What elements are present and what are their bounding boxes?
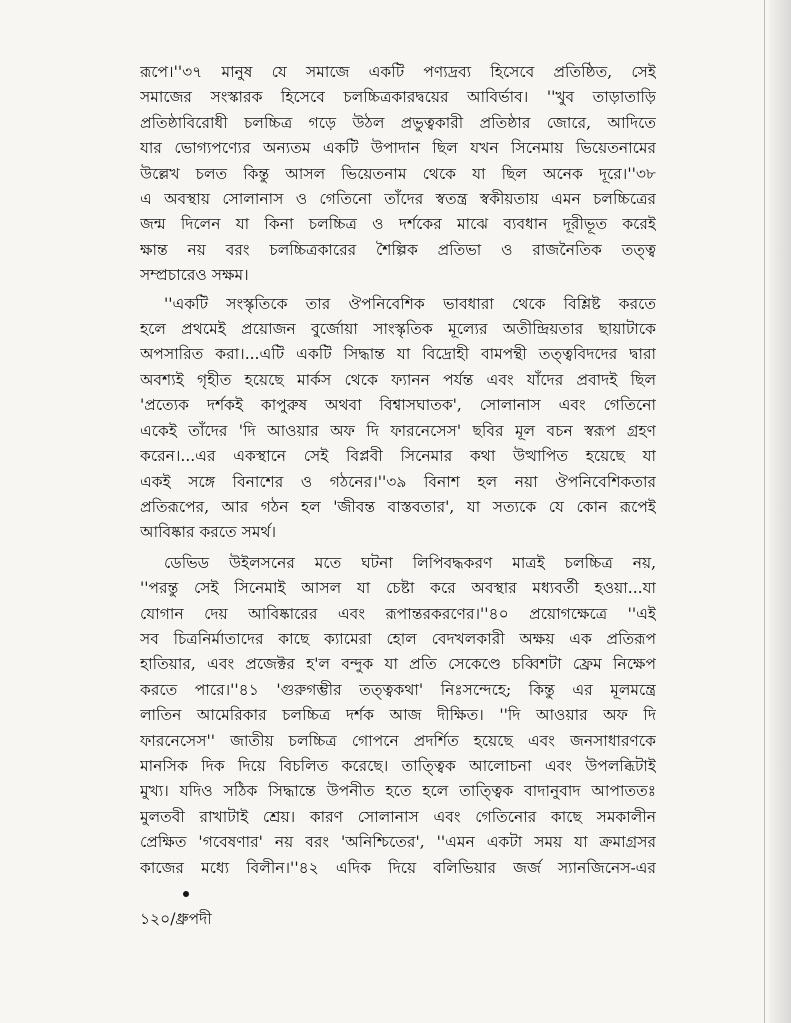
text-line: এ অবস্থায় সোলানাস ও গেতিনো তাঁদের স্বতন্ত্র স্বকীয়তায় এমন চলচ্চিত্রের: [140, 190, 656, 209]
text-line: অবশ্যই গৃহীত হয়েছে মার্কস থেকে ফ্যানন পর্যন্ত এবং যাঁদের প্রবাদই ছিল: [140, 370, 656, 389]
text-line: ক্ষান্ত নয় বরং চলচ্চিত্রকারের শৈল্পিক প্রতিভা ও রাজনৈতিক তত্ত্ব: [140, 240, 656, 259]
text-line: রূপে।''৩৭ মানুষ যে সমাজে একটি পণ্যদ্রব্য হিসেবে প্রতিষ্ঠিত, সেই: [140, 63, 656, 81]
text-line: প্রতিষ্ঠাবিরোধী চলচ্চিত্র গড়ে উঠল প্রভুত্বকারী প্রতিষ্ঠার জোরে, আদিতে: [140, 113, 656, 132]
page-edge-shadow: [769, 0, 791, 1023]
text-line: কাজের মধ্যে বিলীন।''৪২ এদিক দিয়ে বলিভিয়ার জর্জ স্যানজিনেস-এর: [140, 858, 656, 877]
paragraph-2: [140, 292, 656, 546]
text-line: অপসারিত করা।...এটি একটি সিদ্ধান্ত যা বিদ্রোহী বামপন্থী তত্ত্ববিদদের দ্বারা: [140, 345, 656, 364]
body-text: [140, 60, 656, 881]
text-line: একেই তাঁদের 'দি আওয়ার অফ দি ফারনেসেস' ছবির মূল বচন স্বরূপ গ্রহণ: [140, 421, 656, 440]
text-line: যার ভোগ্যপণ্যের অন্যতম একটি উপাদান ছিল যখন সিনেমায় ভিয়েতনামের: [140, 139, 656, 158]
text-line: যোগান দেয় আবিষ্কারের এবং রূপান্তরকরণের।''৪০ প্রয়োগক্ষেত্রে ''এই: [140, 604, 656, 623]
text-line: মুলতবী রাখাটাই শ্রেয়। কারণ সোলানাস এবং গেতিনোর কাছে সমকালীন: [140, 807, 656, 826]
text-line: করতে পারে।''৪১ 'গুরুগম্ভীর তত্ত্বকথা' নিঃসন্দেহে; কিন্তু এর মূলমন্ত্রে: [140, 680, 656, 699]
paragraph-1: [140, 60, 656, 289]
text-line: একই সঙ্গে বিনাশের ও গঠনের।''৩৯ বিনাশ হল নয়া ঔপনিবেশিকতার: [140, 472, 656, 491]
text-line: হলে প্রথমেই প্রয়োজন বুর্জোয়া সাংস্কৃতিক মূল্যের অতীন্দ্রিয়তার ছায়াটাকে: [140, 320, 656, 339]
paragraph-3: [140, 551, 656, 881]
text-line: উল্লেখ চলত কিন্তু আসল ভিয়েতনাম থেকে যা ছিল অনেক দূরে।''৩৮: [140, 164, 656, 183]
text-line: লাতিন আমেরিকার চলচ্চিত্র দর্শক আজ দীক্ষিত। ''দি আওয়ার অফ দি: [140, 706, 656, 725]
text-line: প্রেক্ষিত 'গবেষণার' নয় বরং 'অনিশ্চিতের', ''এমন একটা সময় যা ক্রমাগ্রসর: [140, 833, 656, 852]
text-line-last: আবিষ্কার করতে সমর্থ।: [140, 523, 277, 542]
text-line: করেন।...এর একস্থানে সেই বিপ্লবী সিনেমার কথা উত্থাপিত হয়েছে যা: [140, 447, 656, 466]
text-line: হাতিয়ার, এবং প্রজেক্টর হ'ল বন্দুক যা প্রতি সেকেণ্ডে চব্বিশটা ফ্রেম নিক্ষেপ: [140, 655, 656, 674]
text-line: মানসিক দিক দিয়ে বিচলিত করেছে। তাত্ত্বিক আলোচনা এবং উপলব্ধিটাই: [140, 756, 656, 775]
text-line: সব চিত্রনির্মাতাদের কাছে ক্যামেরা হোল বেদখলকারী অক্ষয় এক প্রতিরূপ: [140, 629, 656, 648]
text-line: জন্ম দিলেন যা কিনা চলচ্চিত্র ও দর্শকের মাঝে ব্যবধান দূরীভূত করেই: [140, 215, 656, 234]
text-line: ফারনেসেস'' জাতীয় চলচ্চিত্র গোপনে প্রদর্শিত হয়েছে এবং জনসাধারণকে: [140, 731, 656, 750]
text-line: সমাজের সংস্কারক হিসেবে চলচ্চিত্রকারদ্বয়ের আবির্ভাব। ''খুব তাড়াতাড়ি: [140, 88, 656, 107]
text-line: প্রতিরূপের, আর গঠন হল 'জীবন্ত বাস্তবতার', যা সত্যকে যে কোন রূপেই: [140, 497, 656, 516]
text-line: ''একটি সংস্কৃতিকে তার ঔপনিবেশিক ভাবধারা থেকে বিশ্লিষ্ট করতে: [164, 294, 656, 313]
ink-dot-mark: [183, 891, 189, 897]
text-line: ''পরন্তু সেই সিনেমাই আসল যা চেষ্টা করে অবস্থার মধ্যবর্তী হওয়া...যা: [140, 579, 656, 598]
text-line: ডেভিড উইলসনের মতে ঘটনা লিপিবদ্ধকরণ মাত্রই চলচ্চিত্র নয়,: [164, 553, 656, 572]
text-line: মুখ্য। যদিও সঠিক সিদ্ধান্তে উপনীত হতে হলে তাত্ত্বিক বাদানুবাদ আপাততঃ: [140, 782, 656, 801]
page-edge-line: [764, 0, 765, 1023]
text-line-last: সম্প্রচারেও সক্ষম।: [140, 266, 249, 285]
page-number-footer: ১২০/ধ্রুপদী: [140, 910, 212, 928]
text-line: 'প্রত্যেক দর্শকই কাপুরুষ অথবা বিশ্বাসঘাতক', সোলানাস এবং গেতিনো: [140, 396, 656, 415]
